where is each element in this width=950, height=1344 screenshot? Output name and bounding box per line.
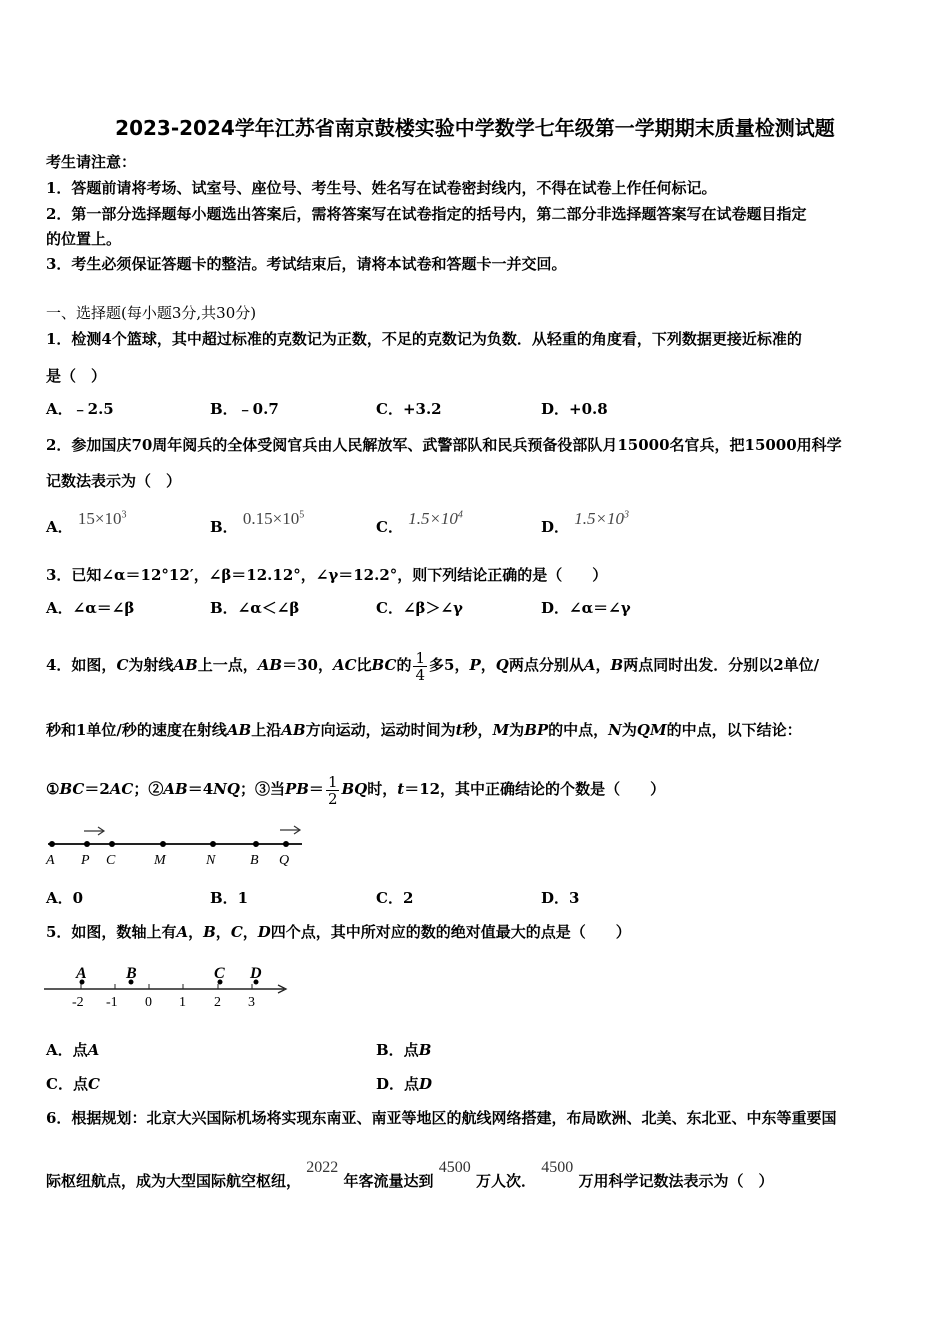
label-a: A xyxy=(46,853,55,868)
tick-label: 1 xyxy=(179,995,186,1010)
q2-stem-line2: 记数法表示为（ ） xyxy=(46,472,182,490)
q4-option-d: D．3 xyxy=(541,889,580,907)
arrow-right-icon xyxy=(280,826,300,834)
label-b: B xyxy=(126,965,137,982)
q2-stem-line1: 2．参加国庆70周年阅兵的全体受阅官兵由人民解放军、武警部队和民兵预备役部队月15000名官兵，把15000用科学 xyxy=(46,436,842,454)
q2-option-b: B． $0.15\times 10^5$ xyxy=(210,509,305,536)
q6-stem-line2: 际枢纽航点，成为大型国际航空枢纽， 2022 年客流量达到 4500 万人次． 4500 万用科学记数法表示为（ ） xyxy=(46,1159,774,1190)
notice-item: 2．第一部分选择题每小题选出答案后，需将答案写在试卷指定的括号内，第二部分非选择题答案写在试卷题目指定 xyxy=(46,205,807,223)
tick-label: -1 xyxy=(106,995,118,1010)
q2-option-d-value: $1.5\times 10^3$ xyxy=(574,509,629,528)
q1-option-a: A．﹣2.5 xyxy=(46,400,114,418)
label-n: N xyxy=(206,853,216,868)
notice-item: 的位置上。 xyxy=(46,230,122,248)
point-q-dot xyxy=(283,841,289,847)
q4-option-b: B．1 xyxy=(210,889,249,907)
passenger-value: 4500 xyxy=(541,1159,574,1176)
q2-option-c-value: $1.5\times 10^4$ xyxy=(408,509,463,528)
q1-stem-line2: 是（ ） xyxy=(46,367,107,385)
q3-option-c: C．∠β＞∠γ xyxy=(376,599,463,617)
passenger-value: 4500 xyxy=(438,1159,471,1176)
q3-stem: 3．已知∠α＝12°12′，∠β＝12.12°，∠γ＝12.2°，则下列结论正确的是（ ） xyxy=(46,566,608,584)
point-m-dot xyxy=(160,841,166,847)
q5-option-a: A．点A xyxy=(46,1041,100,1059)
label-c: C xyxy=(214,965,225,982)
q4-stem-line1: 4．如图，C为射线AB上一点，AB＝30，AC比BC的 $\frac{1}{4}$ 多5，P，Q两点分别从A，B两点同时出发．分别以2单位/ xyxy=(46,648,820,684)
q1-option-d: D．+0.8 xyxy=(541,400,608,418)
notice-item: 1．答题前请将考场、试室号、座位号、考生号、姓名写在试卷密封线内，不得在试卷上作任何标记。 xyxy=(46,179,717,197)
point-p-dot xyxy=(84,841,90,847)
tick-label: 0 xyxy=(145,995,152,1010)
point-c-dot xyxy=(109,841,115,847)
tick-label: 3 xyxy=(248,995,255,1010)
q5-stem: 5．如图，数轴上有A，B，C，D四个点，其中所对应的数的绝对值最大的点是（ ） xyxy=(46,923,631,941)
q1-option-c: C．+3.2 xyxy=(376,400,442,418)
q3-option-a: A．∠α＝∠β xyxy=(46,599,135,617)
label-b: B xyxy=(250,853,259,868)
q5-option-b: B．点B xyxy=(376,1041,432,1059)
fraction-one-quarter: $\frac{1}{4}$ xyxy=(415,648,426,684)
section-heading: 一、选择题(每小题3分,共30分) xyxy=(46,304,257,322)
point-n-dot xyxy=(210,841,216,847)
tick-label: -2 xyxy=(72,995,84,1010)
q5-option-d: D．点D xyxy=(376,1075,433,1093)
q2-option-a-value: $15\times 10^3$ xyxy=(77,509,127,528)
q4-stem-line2: 秒和1单位/秒的速度在射线AB上沿AB方向运动，运动时间为t秒，M为BP的中点，N为QM的中点，以下结论： xyxy=(46,721,802,739)
arrow-right-icon xyxy=(84,827,104,835)
q2-option-a: A． $15\times 10^3$ xyxy=(46,509,127,536)
q4-option-c: C．2 xyxy=(376,889,414,907)
label-a: A xyxy=(76,965,87,982)
label-p: P xyxy=(81,853,90,868)
notice-heading: 考生请注意： xyxy=(46,153,137,171)
ray-diagram xyxy=(40,820,320,872)
q2-option-c: C． $1.5\times 10^4$ xyxy=(376,509,463,536)
q5-option-c: C．点C xyxy=(46,1075,100,1093)
q2-option-d: D． $1.5\times 10^3$ xyxy=(541,509,629,536)
page-title: 2023-2024学年江苏省南京鼓楼实验中学数学七年级第一学期期末质量检测试题 xyxy=(115,116,835,140)
q4-stem-line3: ①BC＝2AC；②AB＝4NQ；③当PB＝ $\frac{1}{2}$ BQ时，t＝12，其中正确结论的个数是（ ） xyxy=(46,772,666,808)
point-a-dot xyxy=(49,841,55,847)
tick-label: 2 xyxy=(214,995,221,1010)
q3-option-b: B．∠α＜∠β xyxy=(210,599,300,617)
number-line xyxy=(40,958,300,1014)
q1-stem-line1: 1．检测4个篮球，其中超过标准的克数记为正数，不足的克数记为负数．从轻重的角度看，下列数据更接近标准的 xyxy=(46,330,802,348)
year-value: 2022 xyxy=(306,1159,339,1176)
q6-stem-line1: 6．根据规划：北京大兴国际机场将实现东南亚、南亚等地区的航线网络搭建，布局欧洲、北美、东北亚、中东等重要国 xyxy=(46,1109,837,1127)
notice-item: 3．考生必须保证答题卡的整洁。考试结束后，请将本试卷和答题卡一并交回。 xyxy=(46,255,567,273)
point-b-dot xyxy=(253,841,259,847)
label-q: Q xyxy=(279,853,290,868)
fraction-one-half: $\frac{1}{2}$ xyxy=(327,772,338,808)
label-d: D xyxy=(250,965,262,982)
q4-option-a: A．0 xyxy=(46,889,84,907)
label-m: M xyxy=(154,853,166,868)
q2-option-b-value: $0.15\times 10^5$ xyxy=(242,509,305,528)
q3-option-d: D．∠α＝∠γ xyxy=(541,599,631,617)
label-c: C xyxy=(106,853,116,868)
q1-option-b: B．﹣0.7 xyxy=(210,400,279,418)
